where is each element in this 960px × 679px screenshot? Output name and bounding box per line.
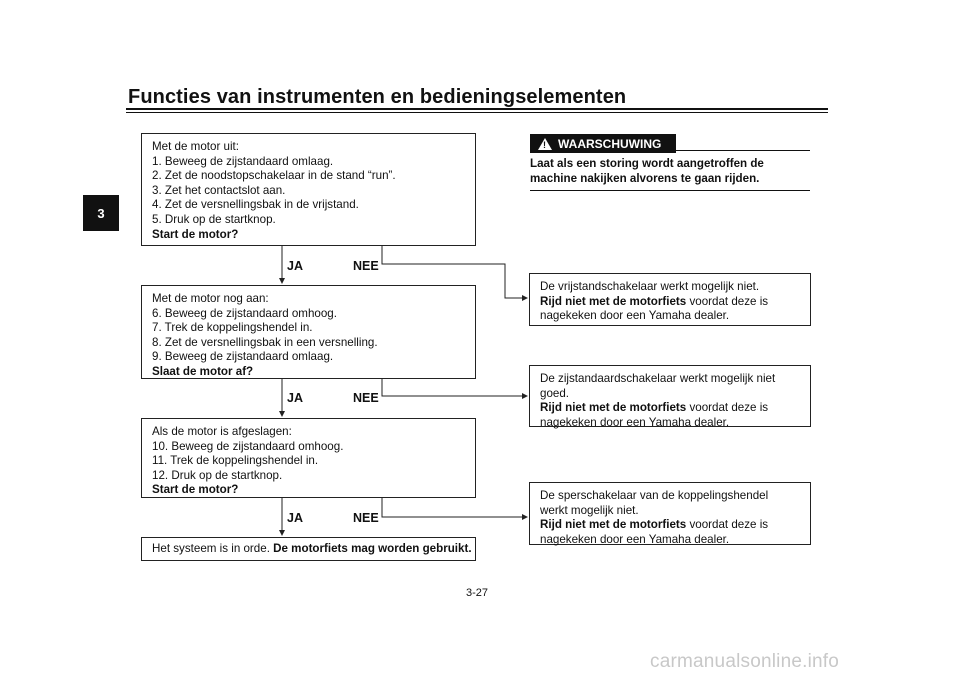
no-label-1: NEE bbox=[353, 259, 379, 273]
fault1-bold: Rijd niet met de motorfiets bbox=[540, 294, 687, 308]
box2-line: 9. Beweeg de zijstandaard omlaag. bbox=[152, 350, 334, 364]
warning-icon: ! bbox=[538, 138, 552, 150]
box3-line: 10. Beweeg de zijstandaard omhoog. bbox=[152, 439, 344, 453]
fault1-rest: voordat deze is bbox=[686, 294, 769, 308]
yes-label-2: JA bbox=[287, 391, 303, 405]
yes-label-1: JA bbox=[287, 259, 303, 273]
result-ok-box bbox=[141, 537, 476, 561]
result-ok-bold: De motorfiets mag worden gebruikt. bbox=[273, 542, 472, 555]
warning-text-line: Laat als een storing wordt aangetroffen de bbox=[530, 157, 764, 170]
fault3-rest: voordat deze is bbox=[686, 518, 769, 532]
fault2-rest: voordat deze is bbox=[686, 401, 769, 415]
page-title: Functies van instrumenten en bedieningselementen bbox=[128, 86, 627, 108]
fault3-line: nagekeken door een Yamaha dealer. bbox=[540, 532, 730, 546]
box1-line: 3. Zet het contactslot aan. bbox=[152, 183, 286, 197]
box2-question: Slaat de motor af? bbox=[152, 364, 254, 378]
box1-line: 1. Beweeg de zijstandaard omlaag. bbox=[152, 154, 334, 168]
chapter-tab: 3 bbox=[83, 195, 119, 231]
fault3-bold: Rijd niet met de motorfiets bbox=[540, 518, 687, 532]
box3-line: 11. Trek de koppelingshendel in. bbox=[152, 454, 319, 468]
no-arrow-3 bbox=[382, 498, 527, 517]
fault2-line: goed. bbox=[540, 386, 570, 400]
fault2-line: De zijstandaardschakelaar werkt mogelijk niet bbox=[540, 372, 776, 385]
box1-line: 2. Zet de noodstopschakelaar in de stand “run”. bbox=[152, 169, 396, 183]
box2-line: 8. Zet de versnellingsbak in een versnelling. bbox=[152, 335, 378, 349]
fault2-bold: Rijd niet met de motorfiets bbox=[540, 401, 687, 415]
fault3-line: werkt mogelijk niet. bbox=[540, 503, 639, 517]
no-arrow-2 bbox=[382, 379, 527, 396]
step-box-1 bbox=[141, 133, 476, 246]
fault3-line: De sperschakelaar van de koppelingshendel bbox=[540, 489, 769, 502]
box2-line: 6. Beweeg de zijstandaard omhoog. bbox=[152, 306, 337, 320]
fault-box-2 bbox=[529, 365, 811, 427]
box1-line: 5. Druk op de startknop. bbox=[152, 212, 276, 226]
watermark: carmanualsonline.info bbox=[650, 651, 840, 672]
warning-text-line: machine nakijken alvorens te gaan rijden. bbox=[530, 171, 760, 185]
result-ok-text: Het systeem is in orde. bbox=[152, 542, 274, 555]
fault-box-3 bbox=[529, 482, 811, 545]
warning-rule-bottom bbox=[530, 190, 810, 191]
no-label-2: NEE bbox=[353, 391, 379, 405]
warning-badge-label: WAARSCHUWING bbox=[558, 136, 662, 151]
no-label-3: NEE bbox=[353, 511, 379, 525]
yes-label-3: JA bbox=[287, 511, 303, 525]
step-box-2 bbox=[141, 285, 476, 379]
warning-text bbox=[530, 157, 810, 186]
box1-line: 4. Zet de versnellingsbak in de vrijstand. bbox=[152, 198, 359, 212]
warning-badge bbox=[530, 134, 676, 153]
box3-question: Start de motor? bbox=[152, 483, 239, 497]
box2-line: 7. Trek de koppelingshendel in. bbox=[152, 321, 313, 335]
fault1-line: De vrijstandschakelaar werkt mogelijk niet. bbox=[540, 280, 760, 293]
box2-line: Met de motor nog aan: bbox=[152, 292, 269, 305]
fault1-line: nagekeken door een Yamaha dealer. bbox=[540, 309, 730, 323]
fault2-line: nagekeken door een Yamaha dealer. bbox=[540, 415, 730, 429]
box3-line: 12. Druk op de startknop. bbox=[152, 468, 283, 482]
step-box-3 bbox=[141, 418, 476, 498]
page-number: 3-27 bbox=[466, 587, 489, 599]
box1-question: Start de motor? bbox=[152, 227, 239, 241]
box3-line: Als de motor is afgeslagen: bbox=[152, 425, 292, 438]
fault-box-1 bbox=[529, 273, 811, 326]
warning-rule-top bbox=[676, 150, 810, 151]
box1-line: Met de motor uit: bbox=[152, 140, 239, 153]
